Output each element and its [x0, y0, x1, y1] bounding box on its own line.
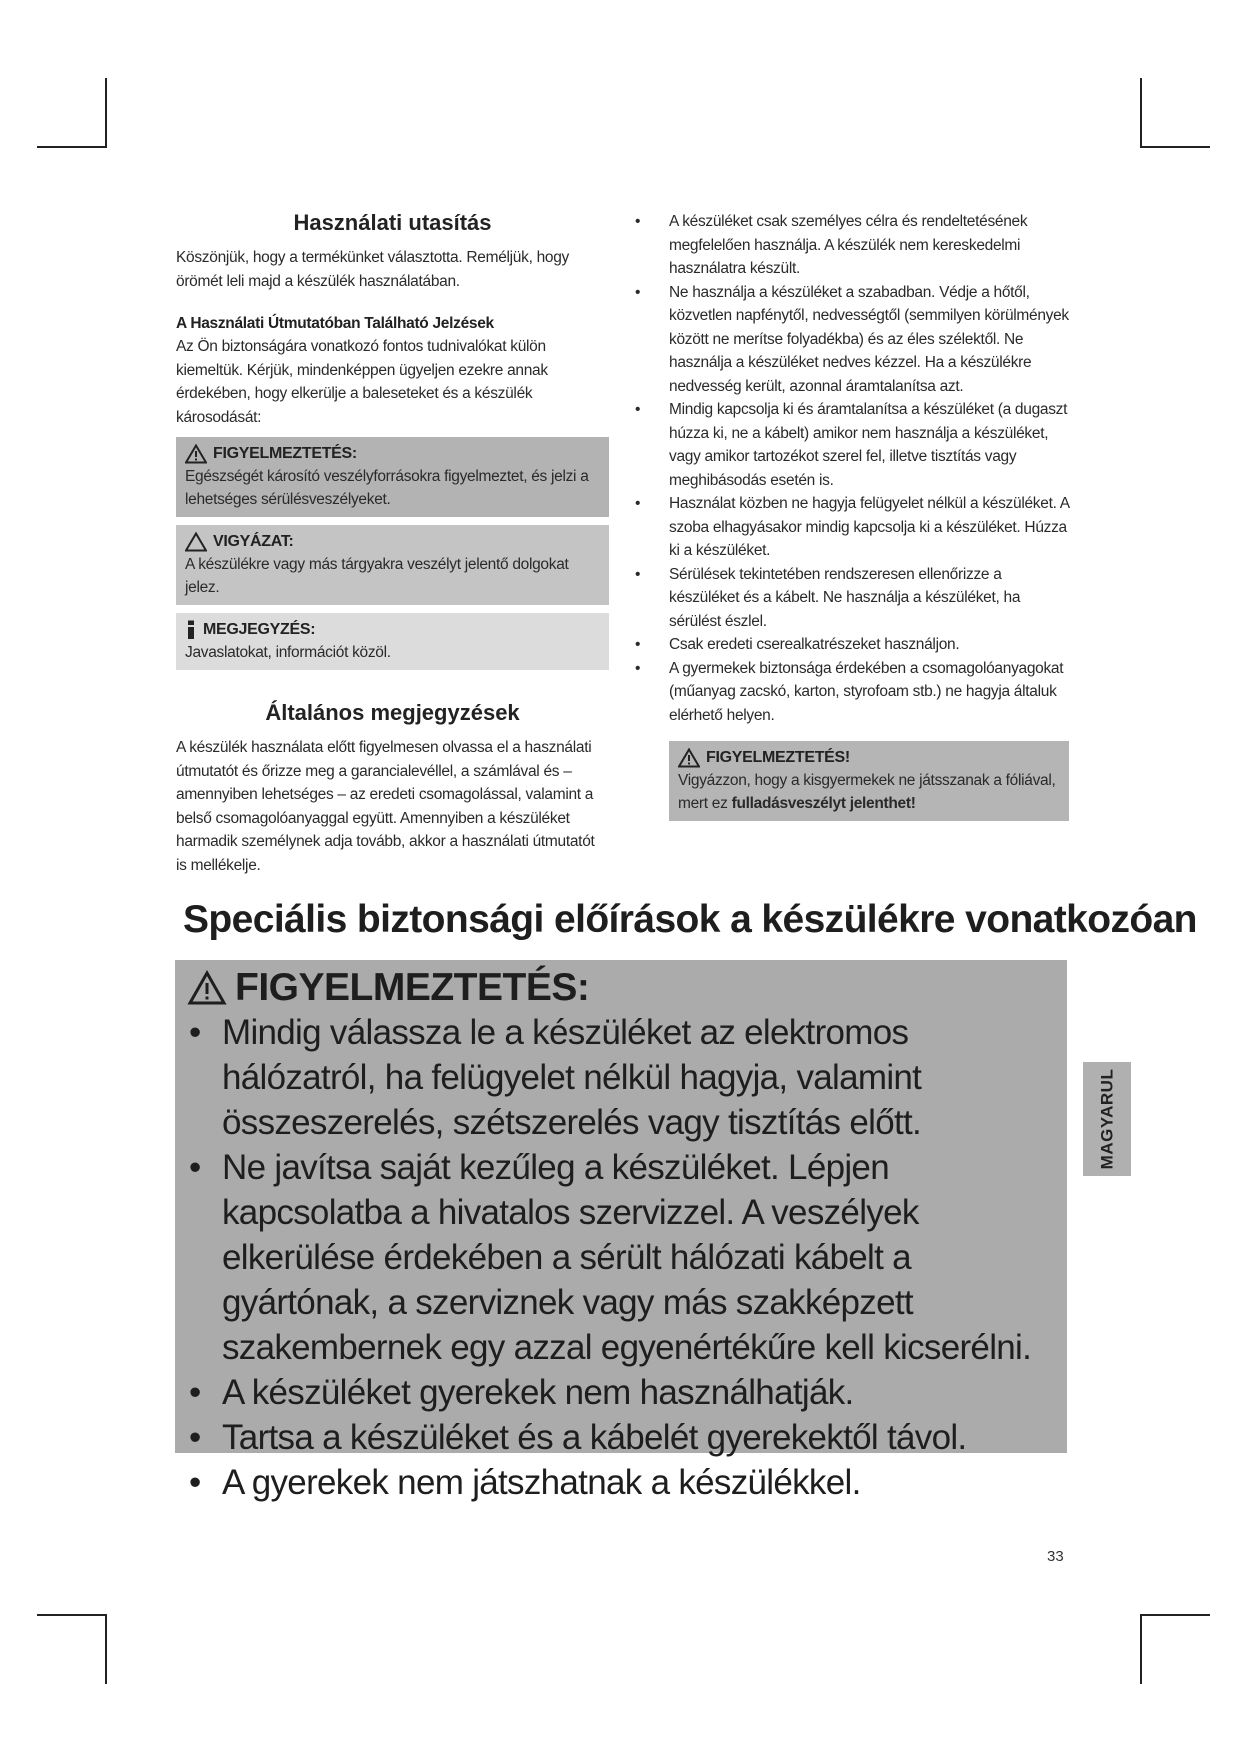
crop-mark-bottom-left-h: [37, 1614, 107, 1616]
instructions-title: Használati utasítás: [293, 210, 492, 235]
list-item: • Ne használja a készüléket a szabadban. Védje a hőtől, közvetlen napfénytől, nedvességtől (semmilyen körülmények között ne merítse folyadékba) és az éles szélektől. Ne használja a készüléket nedves kézzel. Ha a készülékre nedvesség került, azonnal áramtalanítsa azt.: [635, 283, 1069, 395]
suffocation-warning-box: [669, 741, 1069, 821]
crop-mark-top-left-v: [105, 78, 107, 148]
suffocation-warning-label: FIGYELMEZTETÉS!: [706, 749, 850, 766]
list-item: • Csak eredeti cserealkatrészeket használjon.: [635, 636, 960, 653]
note-text: Javaslatokat, információt közöl.: [185, 644, 391, 661]
list-item: • A készüléket csak személyes célra és rendeltetésének megfelelően használja. A készülék nem kereskedelmi használatra készült.: [635, 213, 1028, 277]
warning-label: FIGYELMEZTETÉS:: [213, 445, 357, 462]
crop-mark-bottom-left-v: [105, 1614, 107, 1684]
list-item: • Mindig válassza le a készüléket az elektromos hálózatról, ha felügyelet nélkül hagyja, valamint összeszerelés, szétszerelés vagy tisztítás előtt.: [189, 1013, 922, 1142]
crop-mark-bottom-right-h: [1140, 1614, 1210, 1616]
warning-triangle-icon: [678, 748, 700, 768]
suffocation-warning-bold: fulladásveszélyt jelenthet!: [731, 795, 916, 812]
crop-mark-top-left-h: [37, 146, 107, 148]
special-warning-label: FIGYELMEZTETÉS:: [235, 966, 590, 1009]
info-icon: [185, 620, 197, 640]
special-safety-title: Speciális biztonsági előírások a készülékre vonatkozóan: [183, 898, 1197, 941]
note-box: [176, 613, 609, 670]
list-item: • A készüléket gyerekek nem használhatják.: [189, 1373, 854, 1412]
list-item: • A gyerekek nem játszhatnak a készülékkel.: [189, 1463, 861, 1502]
right-column: [635, 210, 1075, 821]
left-column: [176, 210, 609, 877]
caution-label: VIGYÁZAT:: [213, 533, 294, 550]
general-text: A készülék használata előtt figyelmesen olvassa el a használati útmutatót és őrizze meg a garancialevéllel, a számlával és – amennyiben lehetséges – az eredeti csomagolással, valamint a belső csomagolóanyaggal együtt. Amennyiben a készüléket harmadik személynek adja tovább, akkor a használati útmutatót is mellékelje.: [176, 739, 595, 874]
warning-text: Egészségét károsító veszélyforrásokra figyelmeztet, és jelzi a lehetséges sérülésveszélyeket.: [185, 468, 589, 508]
suffocation-warning-text: Vigyázzon, hogy a kisgyermekek ne játsszanak a fóliával, mert ez fulladásveszélyt jelenthet!: [678, 772, 1056, 812]
warning-triangle-icon: [187, 970, 227, 1006]
caution-text: A készülékre vagy más tárgyakra veszélyt jelentő dolgokat jelez.: [185, 556, 569, 596]
intro-text: Köszönjük, hogy a termékünket választotta. Reméljük, hogy örömét leli majd a készülék használatában.: [176, 249, 569, 290]
note-label: MEGJEGYZÉS:: [203, 621, 316, 638]
language-side-tab: [1083, 1062, 1131, 1176]
crop-mark-bottom-right-v: [1140, 1614, 1142, 1684]
list-item: • Ne javítsa saját kezűleg a készüléket. Lépjen kapcsolatba a hivatalos szervizzel. A veszélyek elkerülése érdekében a sérült hálózati kábelt a gyártónak, a szerviznek vagy más szakképzett szakembernek egy azzal egyenértékűre kell kicserélni.: [189, 1148, 1032, 1367]
crop-mark-top-right-v: [1140, 78, 1142, 148]
page-number: 33: [1047, 1548, 1064, 1565]
special-warning-list: [187, 1010, 1067, 1505]
list-item: • Mindig kapcsolja ki és áramtalanítsa a készüléket (a dugaszt húzza ki, ne a kábelt) amikor nem használja a készüléket, vagy amikor tartozékot szerel fel, illetve tisztítás vagy meghibásodás esetén is.: [635, 401, 1068, 489]
crop-mark-top-right-h: [1140, 146, 1210, 148]
general-title: Általános megjegyzések: [265, 700, 520, 725]
list-item: • Sérülések tekintetében rendszeresen ellenőrizze a készüléket és a kábelt. Ne használja a készüléket, ha sérülést észlel.: [635, 565, 1021, 630]
language-label: MAGYARUL: [1097, 1068, 1116, 1170]
warning-triangle-icon: [185, 444, 207, 464]
caution-box: [176, 525, 609, 605]
list-item: • Tartsa a készüléket és a kábelét gyerekektől távol.: [189, 1418, 967, 1457]
caution-triangle-icon: [185, 532, 207, 552]
list-item: • A gyermekek biztonsága érdekében a csomagolóanyagokat (műanyag zacskó, karton, styrofoam stb.) ne hagyja általuk elérhető helyen.: [635, 659, 1064, 724]
safety-bullet-list: [635, 210, 1075, 727]
special-warning-box: [175, 960, 1067, 1502]
symbols-text: Az Ön biztonságára vonatkozó fontos tudnivalókat külön kiemeltük. Kérjük, mindenképpen ügyeljen ezekre annak érdekében, hogy elkerülje a baleseteket és a készülék károsodását:: [176, 338, 548, 426]
list-item: • Használat közben ne hagyja felügyelet nélkül a készüléket. A szoba elhagyásakor mindig kapcsolja ki a készüléket. Húzza ki a készüléket.: [635, 495, 1069, 559]
warning-box: [176, 437, 609, 517]
symbols-heading: A Használati Útmutatóban Található Jelzések: [176, 315, 494, 332]
